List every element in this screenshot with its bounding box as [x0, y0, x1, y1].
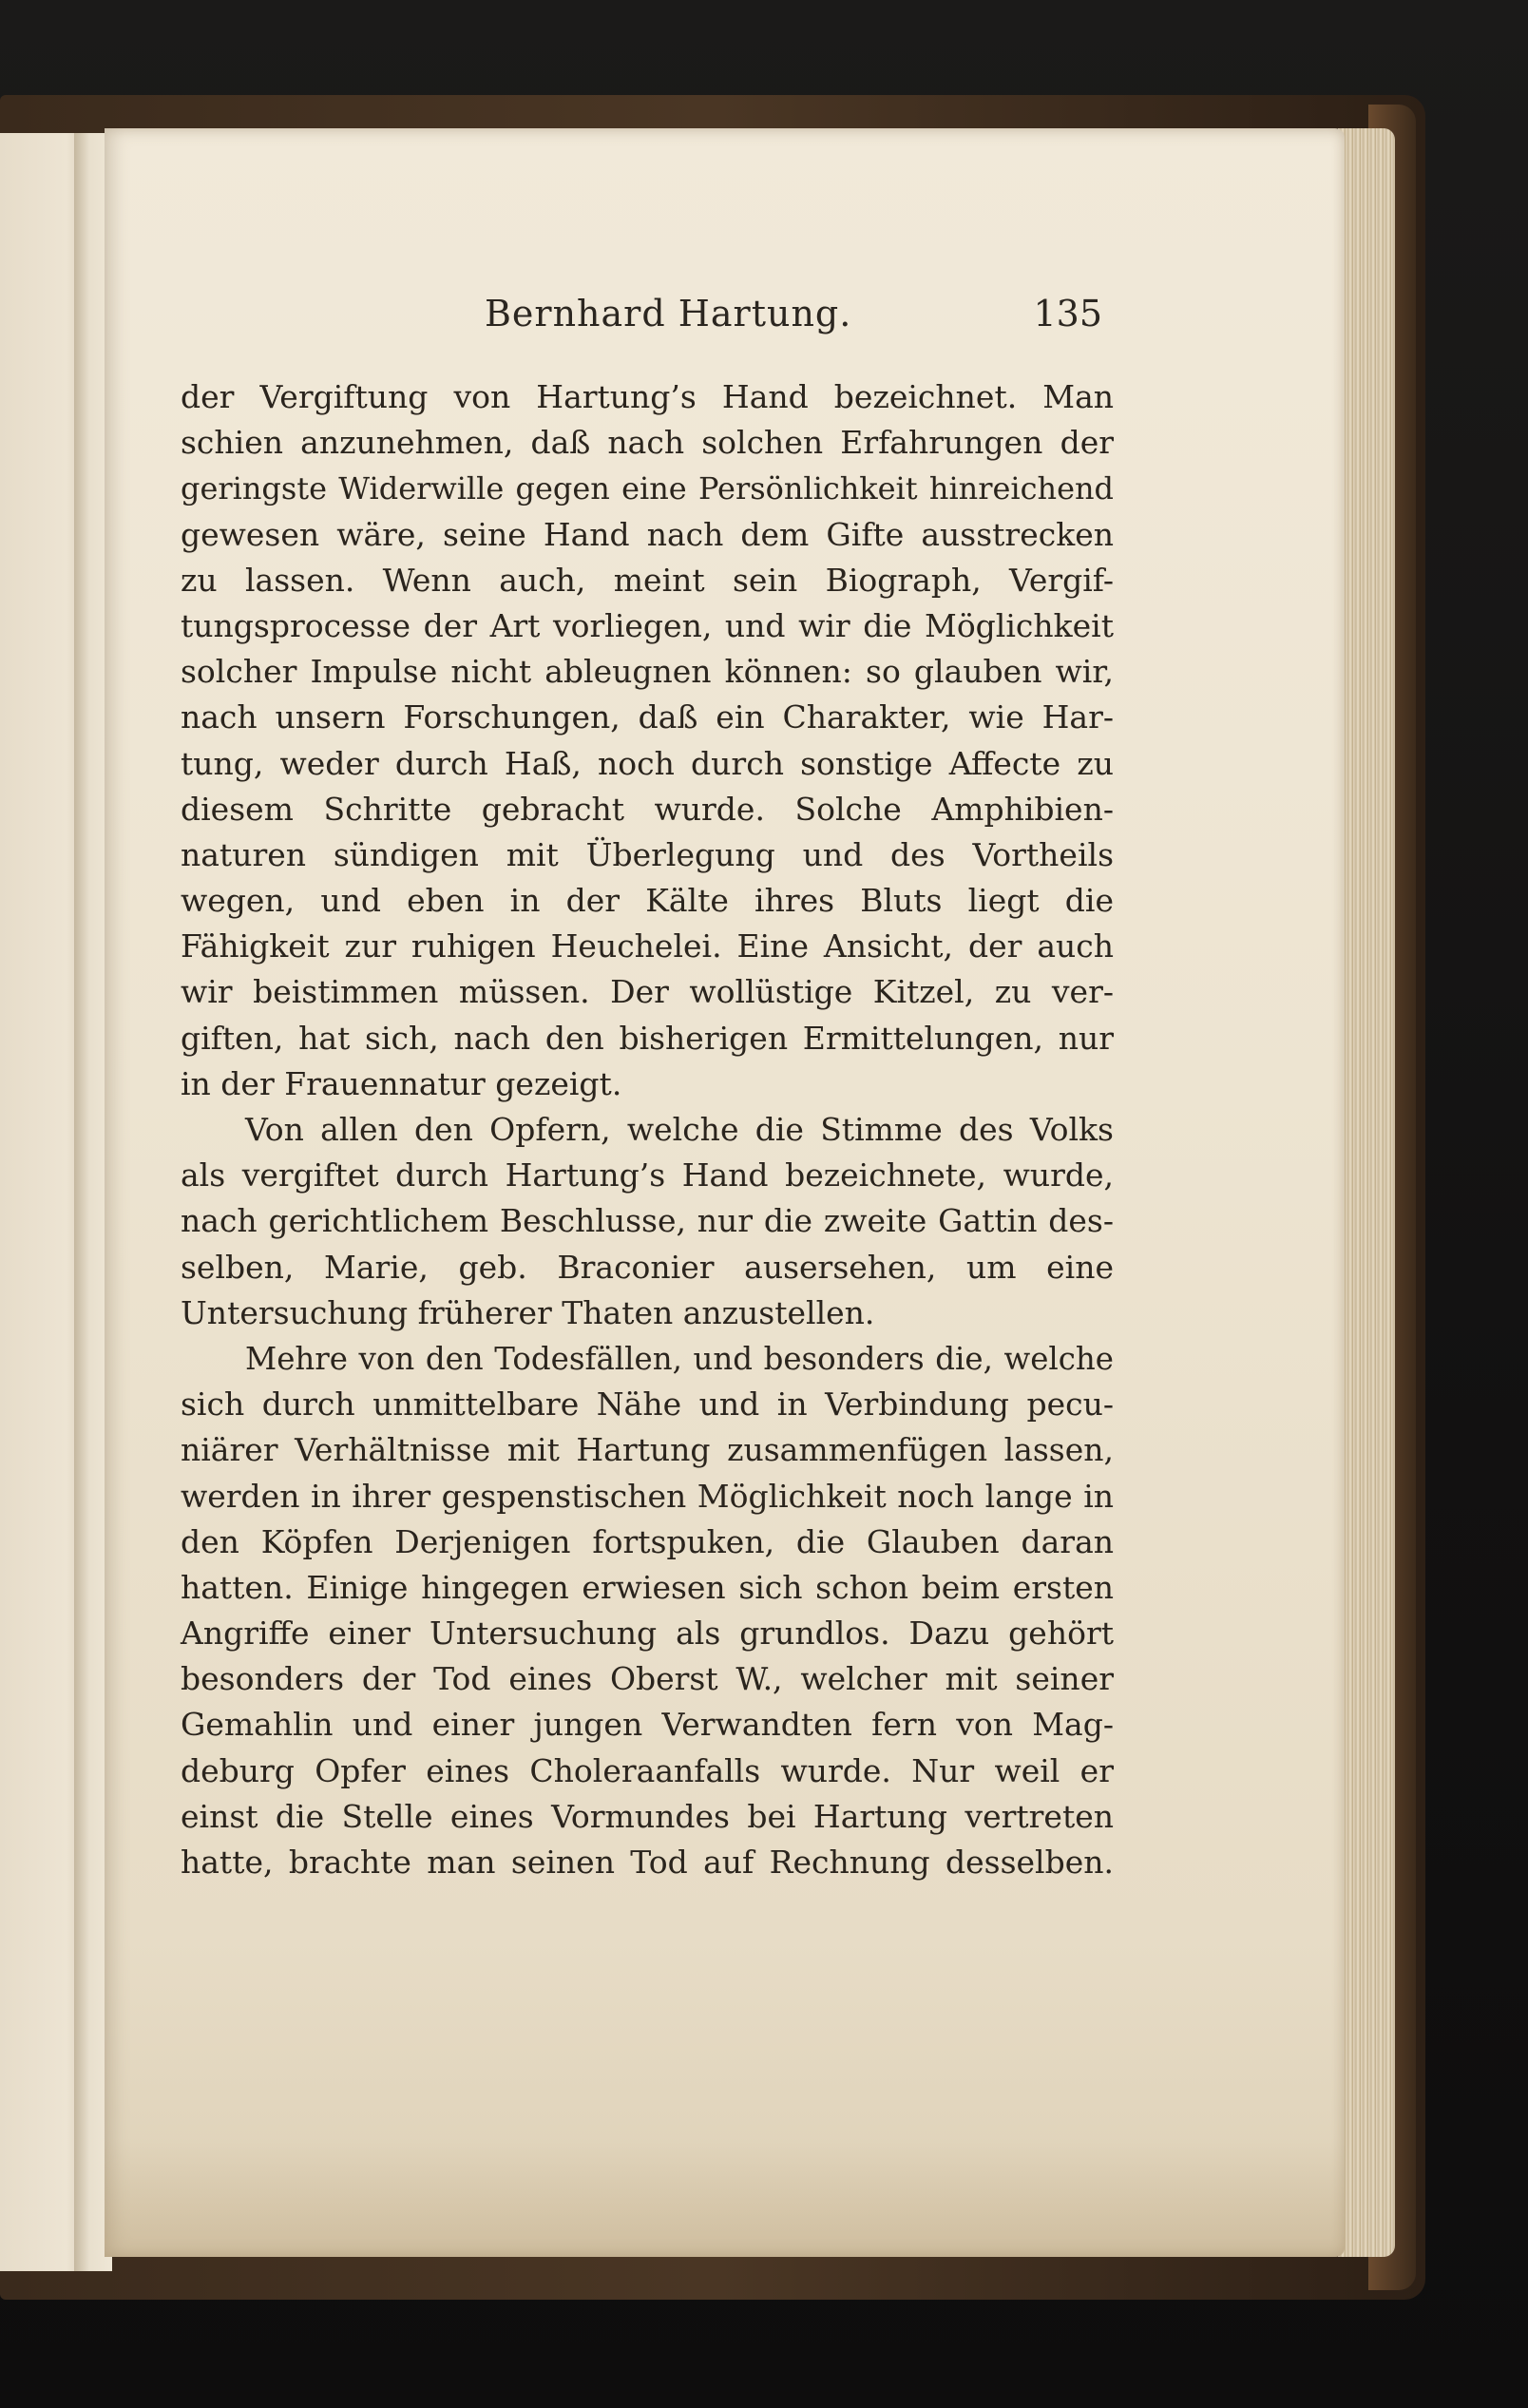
text-line: schien anzunehmen, daß nach solchen Erfahrungen der [181, 424, 1114, 462]
text-line: als vergiftet durch Hartung’s Hand bezeichnete, wurde, [181, 1156, 1114, 1194]
text-line: Untersuchung früherer Thaten anzustellen. [181, 1293, 875, 1331]
text-line: deburg Opfer eines Choleraanfalls wurde. Nur weil er [181, 1751, 1114, 1789]
text-line: Mehre von den Todesfällen, und besonders die, welche [245, 1340, 1114, 1377]
text-line: einst die Stelle eines Vormundes bei Hartung vertreten [181, 1797, 1114, 1835]
text-line: hatte, brachte man seinen Tod auf Rechnung desselben. [181, 1844, 1114, 1881]
body-text [181, 374, 1114, 1885]
text-line: niärer Verhältnisse mit Hartung zusammenfügen lassen, [181, 1431, 1114, 1469]
text-line: Fähigkeit zur ruhigen Heuchelei. Eine Ansicht, der auch [181, 927, 1114, 965]
paragraph [181, 374, 1114, 1107]
text-line: Angriffe einer Untersuchung als grundlos. Dazu gehört [181, 1615, 1114, 1653]
page-edges [1338, 128, 1395, 2257]
page-bottom-shading [105, 2138, 1345, 2257]
paragraph [181, 1336, 1114, 1885]
text-line: sich durch unmittelbare Nähe und in Verbindung pecu- [181, 1386, 1114, 1424]
running-head: Bernhard Hartung. [485, 293, 852, 334]
text-line: giften, hat sich, nach den bisherigen Ermittelungen, nur [181, 1019, 1114, 1057]
text-line: werden in ihrer gespenstischen Möglichkeit noch lange in [181, 1477, 1114, 1515]
text-line: besonders der Tod eines Oberst W., welcher mit seiner [181, 1660, 1114, 1698]
text-line: tung, weder durch Haß, noch durch sonstige Affecte zu [181, 744, 1114, 782]
text-line: selben, Marie, geb. Braconier ausersehen, um eine [181, 1248, 1114, 1286]
text-line: der Vergiftung von Hartung’s Hand bezeichnet. Man [181, 378, 1114, 415]
text-line: nach unsern Forschungen, daß ein Charakter, wie Har- [181, 698, 1114, 736]
text-line: Von allen den Opfern, welche die Stimme des Volks [245, 1111, 1114, 1148]
text-line: naturen sündigen mit Überlegung und des Vortheils [181, 835, 1114, 873]
text-line: in der Frauennatur gezeigt. [181, 1064, 622, 1102]
text-line: solcher Impulse nicht ableugnen können: so glauben wir, [181, 653, 1114, 691]
page-header [485, 293, 1102, 350]
page-number: 135 [1033, 293, 1102, 334]
text-line: geringste Widerwille gegen eine Persönlichkeit hinreichend [181, 470, 1114, 507]
text-line: diesem Schritte gebracht wurde. Solche Amphibien- [181, 790, 1114, 828]
paragraph [181, 1107, 1114, 1336]
text-line: den Köpfen Derjenigen fortspuken, die Glauben daran [181, 1522, 1114, 1560]
text-line: wir beistimmen müssen. Der wollüstige Kitzel, zu ver- [181, 973, 1114, 1011]
text-line: zu lassen. Wenn auch, meint sein Biograph, Vergif- [181, 561, 1114, 599]
text-line: wegen, und eben in der Kälte ihres Bluts liegt die [181, 882, 1114, 920]
text-line: nach gerichtlichem Beschlusse, nur die zweite Gattin des- [181, 1202, 1114, 1240]
text-line: Gemahlin und einer jungen Verwandten fern von Mag- [181, 1706, 1114, 1744]
text-line: gewesen wäre, seine Hand nach dem Gifte ausstrecken [181, 515, 1114, 553]
text-line: tungsprocesse der Art vorliegen, und wir die Möglichkeit [181, 606, 1114, 644]
text-line: hatten. Einige hingegen erwiesen sich schon beim ersten [181, 1568, 1114, 1606]
